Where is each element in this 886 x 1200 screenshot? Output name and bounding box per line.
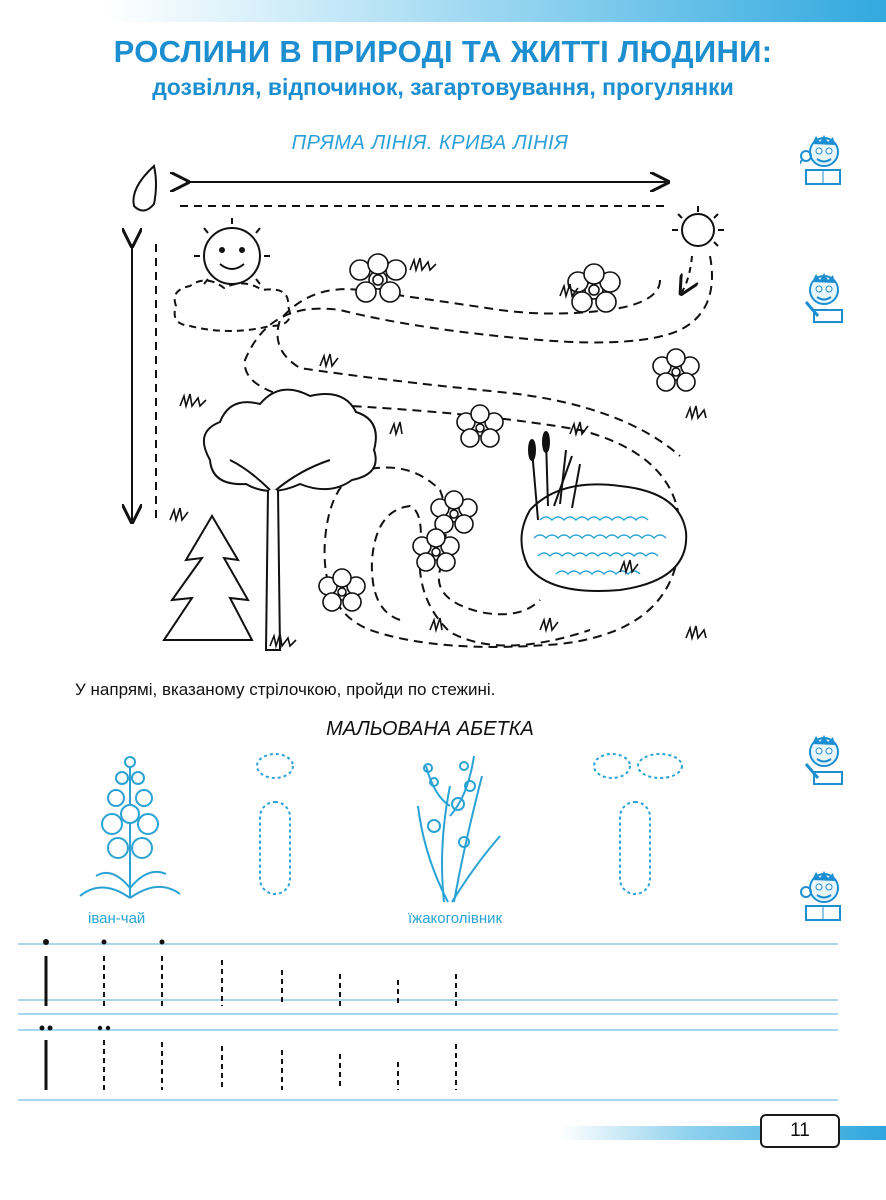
section-heading-lines: ПРЯМА ЛІНІЯ. КРИВА ЛІНІЯ — [291, 132, 569, 154]
plant-label-fireweed: іван-чай — [88, 910, 146, 927]
section-heading-alphabet: МАЛЬОВАНА АБЕТКА — [326, 718, 534, 740]
page-subtitle: дозвілля, відпочинок, загартовування, прогулянки — [152, 74, 734, 100]
sun-face-icon — [194, 218, 270, 284]
flower-icon — [568, 264, 620, 312]
fireweed-plant-icon — [72, 748, 188, 908]
page-title: РОСЛИНИ В ПРИРОДІ ТА ЖИТТІ ЛЮДИНИ: — [113, 34, 773, 69]
boy-mascot-icon — [800, 134, 844, 190]
sun-icon — [672, 206, 724, 246]
writing-practice-lines — [18, 930, 838, 1120]
flower-icon — [350, 254, 406, 302]
letter-i-trace — [250, 750, 300, 900]
flower-icon — [431, 491, 477, 533]
flower-icon — [653, 349, 699, 391]
fir-tree-icon — [164, 516, 252, 640]
leaf-drop-icon — [133, 166, 156, 211]
boy-mascot-icon — [800, 870, 844, 926]
sparganium-plant-icon — [404, 746, 504, 906]
boy-mascot-icon — [800, 734, 844, 790]
pond-icon — [521, 432, 686, 591]
plant-label-sparganium: їжакоголівник — [408, 910, 503, 927]
instruction-text: У напрямі, вказаному стрілочкою, пройди по стежині. — [75, 680, 496, 699]
page-number: 11 — [760, 1114, 840, 1148]
flower-icon — [413, 529, 459, 571]
top-band — [0, 0, 886, 22]
letter-yi-trace — [588, 750, 688, 900]
flower-icon — [457, 405, 503, 447]
boy-mascot-icon — [800, 272, 844, 328]
maze-illustration — [120, 160, 740, 680]
